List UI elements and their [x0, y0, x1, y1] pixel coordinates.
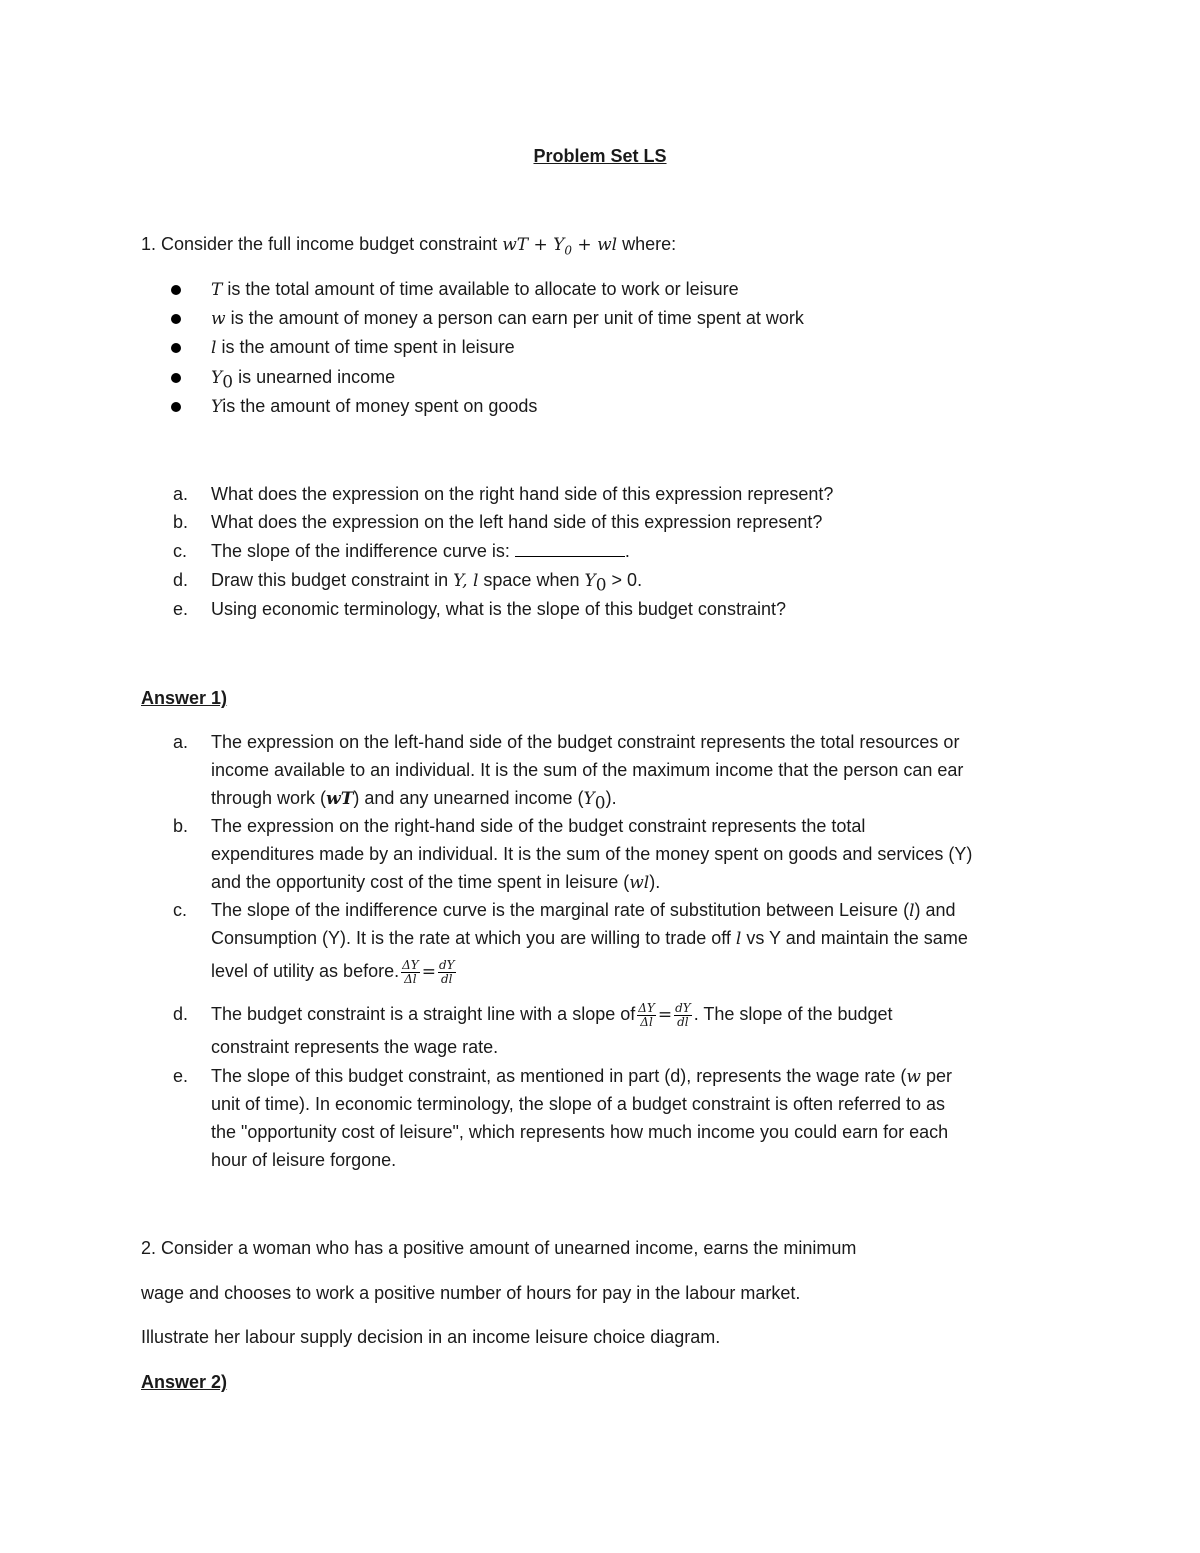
part-label: a.: [173, 484, 189, 504]
list-item: l is the amount of time spent in leisure: [211, 337, 515, 358]
budget-formula: wT + $Y_0$ + wl: [502, 235, 618, 258]
answer-d-line: The budget constraint is a straight line with a slope of $\frac{\Delta Y}{\Delta l}$ = $\frac{dY}{dl}$ . The slope of the budget: [211, 1000, 893, 1029]
part-a-question: What does the expression on the right hand side of this expression represent?: [211, 484, 834, 504]
bullet-icon: [171, 373, 181, 383]
bullet-icon: [171, 314, 181, 324]
answer-a-line: income available to an individual. It is the sum of the maximum income that the person can ear: [211, 760, 964, 780]
part-label: a.: [173, 732, 189, 752]
answer-blank: [515, 540, 625, 557]
derivative-fraction: $\frac{dY}{dl}$: [438, 957, 455, 986]
question-2-line: Illustrate her labour supply decision in an income leisure choice diagram.: [141, 1327, 721, 1347]
answer-c-line: The slope of the indifference curve is the marginal rate of substitution between Leisure (l) and: [211, 900, 956, 921]
bullet-icon: [171, 285, 181, 295]
delta-fraction: $\frac{\Delta Y}{\Delta l}$: [402, 957, 419, 986]
answer-b-line: expenditures made by an individual. It is the sum of the money spent on goods and services (Y): [211, 844, 973, 864]
list-item: T is the total amount of time available to allocate to work or leisure: [211, 279, 739, 300]
part-label: e.: [173, 599, 189, 619]
part-d-question: Draw this budget constraint in Y, l space when $Y_0 > 0$.: [211, 570, 643, 596]
bullet-icon: [171, 402, 181, 412]
list-item: Yis the amount of money spent on goods: [211, 396, 538, 417]
question-2-line: wage and chooses to work a positive number of hours for pay in the labour market.: [141, 1283, 801, 1303]
list-item: w is the amount of money a person can earn per unit of time spent at work: [211, 308, 804, 329]
answer-b-line: The expression on the right-hand side of the budget constraint represents the total: [211, 816, 866, 836]
answer-b-line: and the opportunity cost of the time spent in leisure (wl).: [211, 872, 661, 893]
answer-e-line: The slope of this budget constraint, as mentioned in part (d), represents the wage rate (w per: [211, 1066, 952, 1087]
part-label: b.: [173, 512, 189, 532]
answer-a-line: through work (wT) and any unearned income $(Y_0)$.: [211, 788, 617, 814]
question-1-intro: [141, 230, 676, 259]
list-item: $Y_0$ is unearned income: [211, 367, 396, 393]
answer-1-heading: Answer 1): [141, 688, 228, 708]
question-1-text: 1. Consider the full income budget constraint: [141, 234, 503, 254]
question-1-text-end: where:: [617, 234, 677, 254]
bullet-icon: [171, 343, 181, 353]
answer-a-line: The expression on the left-hand side of the budget constraint represents the total resources or: [211, 732, 960, 752]
delta-fraction: $\frac{\Delta Y}{\Delta l}$: [638, 1000, 655, 1029]
part-label: d.: [173, 570, 189, 590]
answer-e-line: the "opportunity cost of leisure", which represents how much income you could earn for each: [211, 1122, 949, 1142]
part-c-question: The slope of the indifference curve is: .: [211, 541, 630, 561]
answer-d-line: constraint represents the wage rate.: [211, 1037, 499, 1057]
part-label: d.: [173, 1004, 189, 1024]
part-label: b.: [173, 816, 189, 836]
part-label: c.: [173, 541, 188, 561]
part-b-question: What does the expression on the left hand side of this expression represent?: [211, 512, 823, 532]
answer-c-line: level of utility as before. $\frac{\Delta Y}{\Delta l}$ = $\frac{dY}{dl}$: [211, 957, 455, 986]
answer-e-line: unit of time). In economic terminology, the slope of a budget constraint is often referred to as: [211, 1094, 946, 1114]
part-label: e.: [173, 1066, 189, 1086]
page-title: Problem Set LS: [533, 146, 667, 166]
part-label: c.: [173, 900, 188, 920]
answer-2-heading: Answer 2): [141, 1372, 228, 1392]
part-e-question: Using economic terminology, what is the slope of this budget constraint?: [211, 599, 786, 619]
answer-c-line: Consumption (Y). It is the rate at which you are willing to trade off l vs Y and maintain the same: [211, 928, 968, 949]
answer-e-line: hour of leisure forgone.: [211, 1150, 397, 1170]
derivative-fraction: $\frac{dY}{dl}$: [675, 1000, 691, 1029]
question-2-line: 2. Consider a woman who has a positive amount of unearned income, earns the minimum: [141, 1238, 857, 1258]
